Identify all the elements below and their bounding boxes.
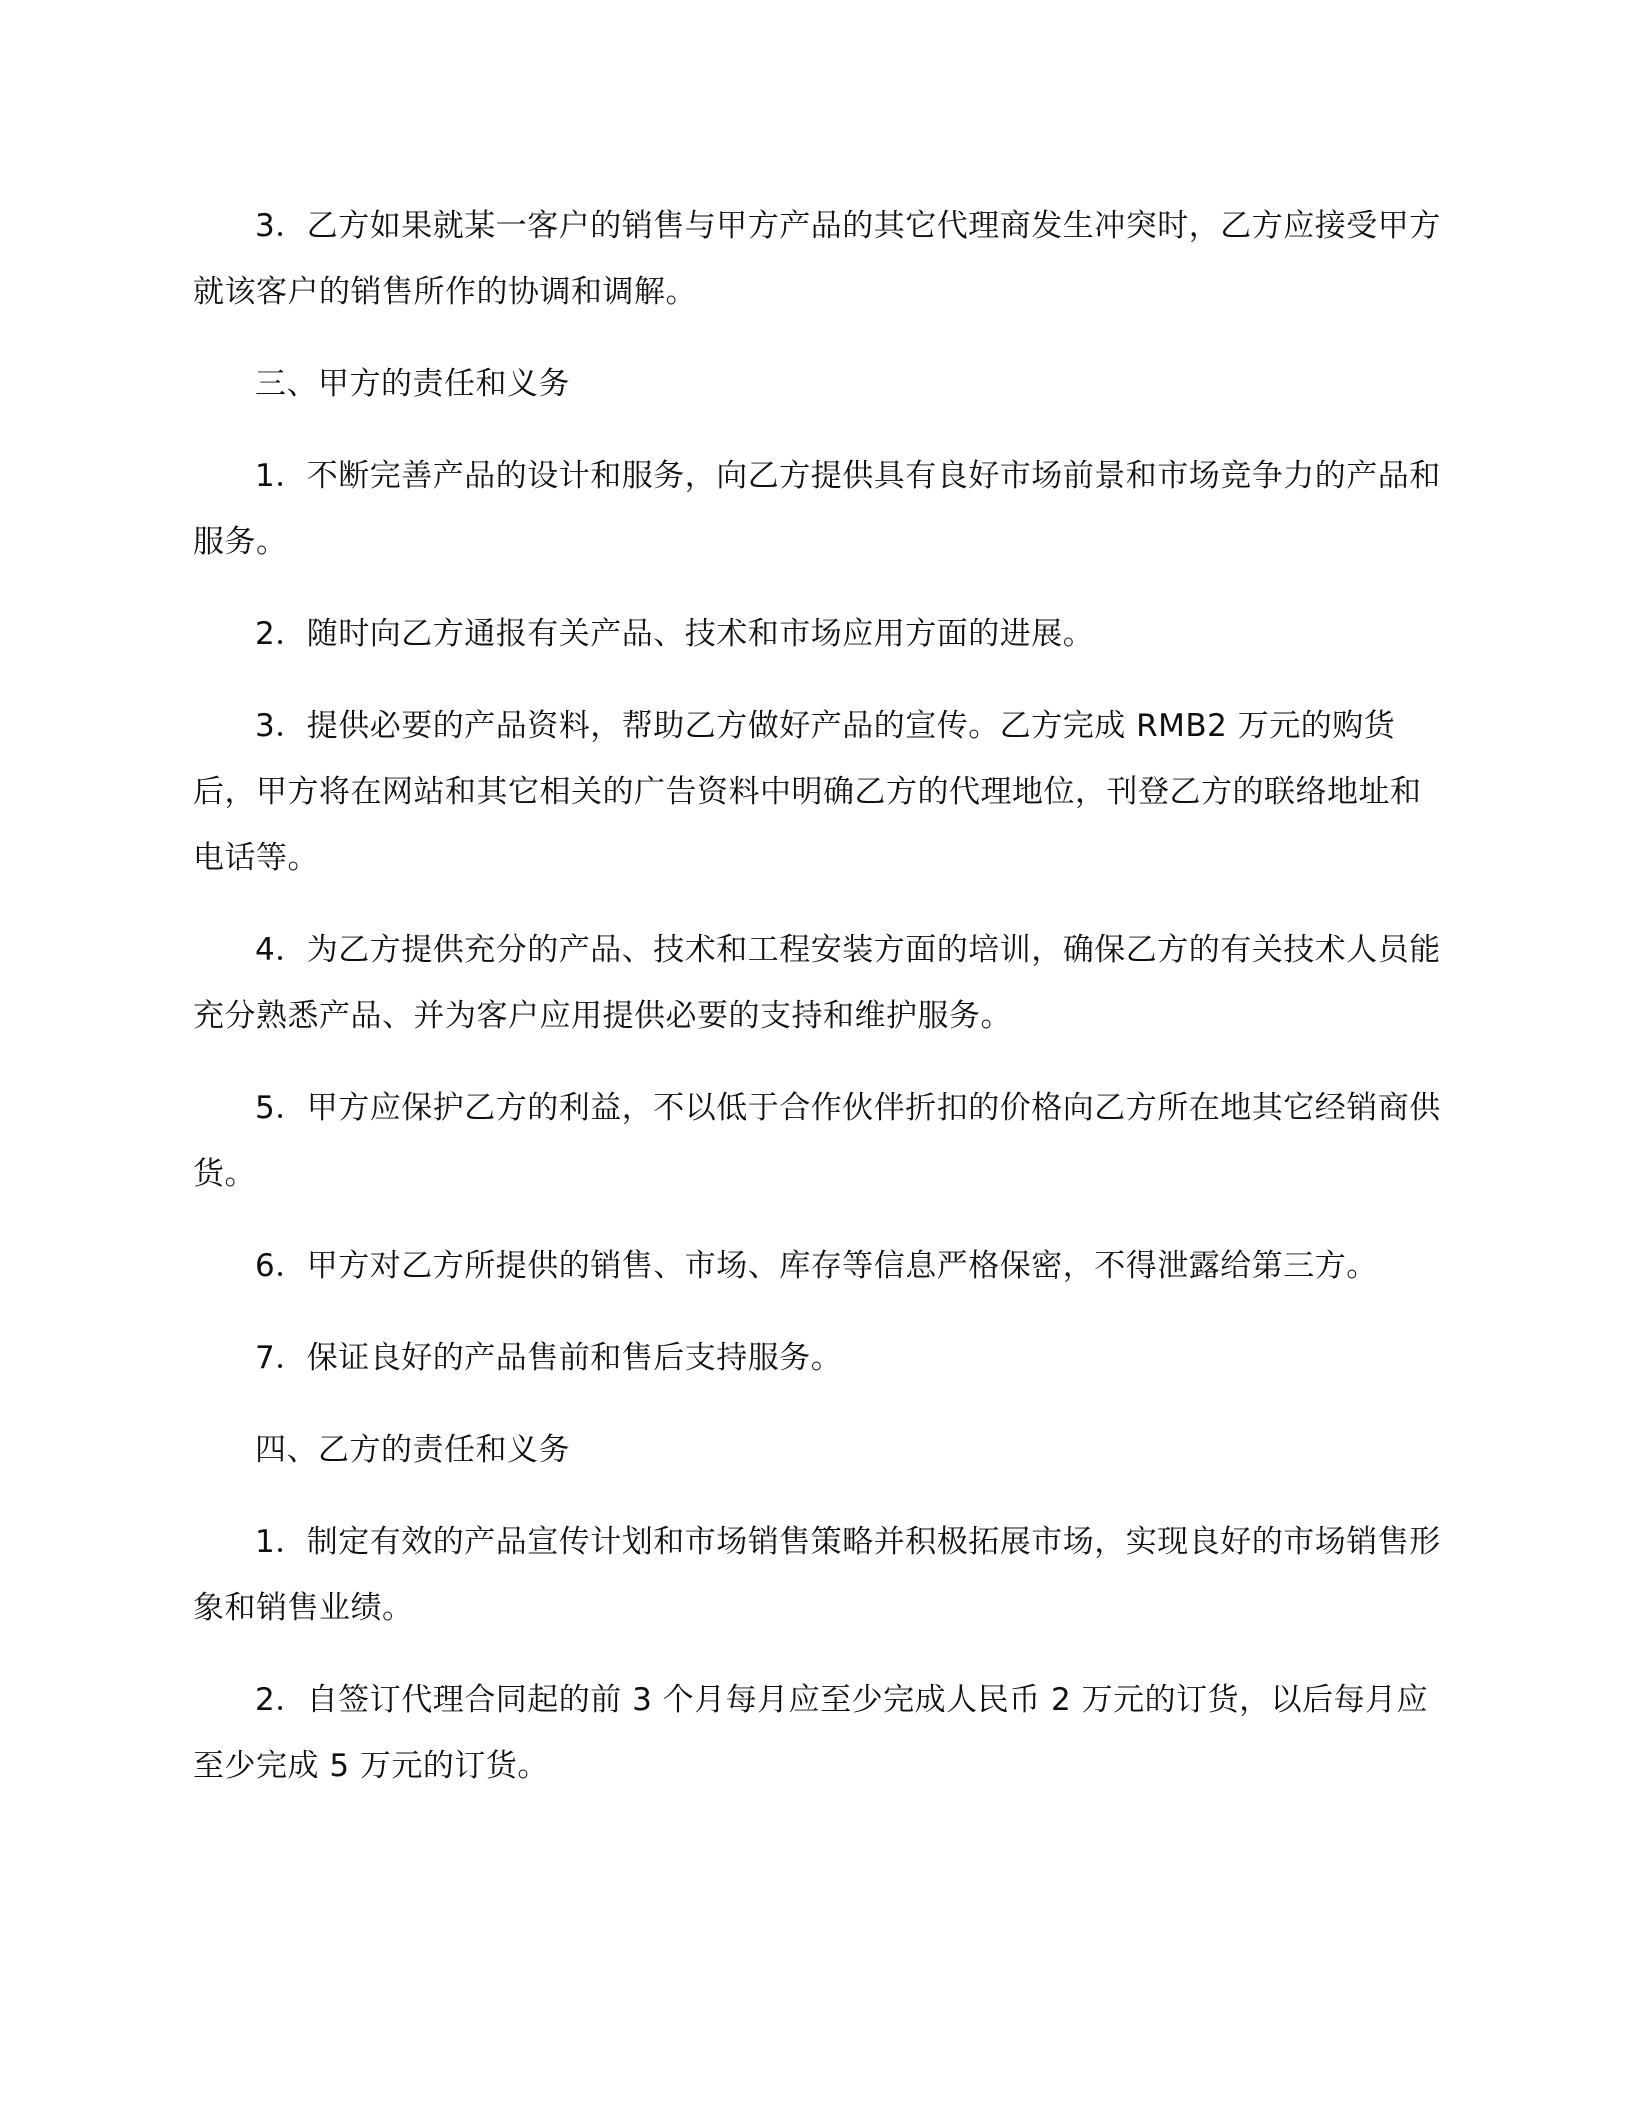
clause-3-5: 5．甲方应保护乙方的利益，不以低于合作伙伴折扣的价格向乙方所在地其它经销商供货。 — [193, 1090, 1441, 1192]
clause-3-7: 7．保证良好的产品售前和售后支持服务。 — [255, 1340, 843, 1376]
clause-3-4: 4．为乙方提供充分的产品、技术和工程安装方面的培训，确保乙方的有关技术人员能充分熟悉产品、并为客户应用提供必要的支持和维护服务。 — [193, 932, 1441, 1034]
clause-4-2: 2．自签订代理合同起的前 3 个月每月应至少完成人民币 2 万元的订货，以后每月应至少完成 5 万元的订货。 — [193, 1682, 1429, 1784]
clause-3-6: 6．甲方对乙方所提供的销售、市场、库存等信息严格保密，不得泄露给第三方。 — [255, 1248, 1378, 1284]
clause-2-3: 3．乙方如果就某一客户的销售与甲方产品的其它代理商发生冲突时，乙方应接受甲方就该客户的销售所作的协调和调解。 — [193, 208, 1441, 310]
clause-4-1: 1．制定有效的产品宣传计划和市场销售策略并积极拓展市场，实现良好的市场销售形象和销售业绩。 — [193, 1524, 1441, 1626]
section-3-heading: 三、甲方的责任和义务 — [255, 366, 570, 402]
clause-3-1: 1．不断完善产品的设计和服务，向乙方提供具有良好市场前景和市场竞争力的产品和服务。 — [193, 458, 1441, 560]
clause-3-3: 3．提供必要的产品资料，帮助乙方做好产品的宣传。乙方完成 RMB2 万元的购货后，甲方将在网站和其它相关的广告资料中明确乙方的代理地位，刊登乙方的联络地址和电话等。 — [193, 708, 1422, 876]
section-4-heading: 四、乙方的责任和义务 — [255, 1432, 570, 1468]
clause-3-2: 2．随时向乙方通报有关产品、技术和市场应用方面的进展。 — [255, 616, 1095, 652]
document-body — [193, 193, 1443, 1825]
